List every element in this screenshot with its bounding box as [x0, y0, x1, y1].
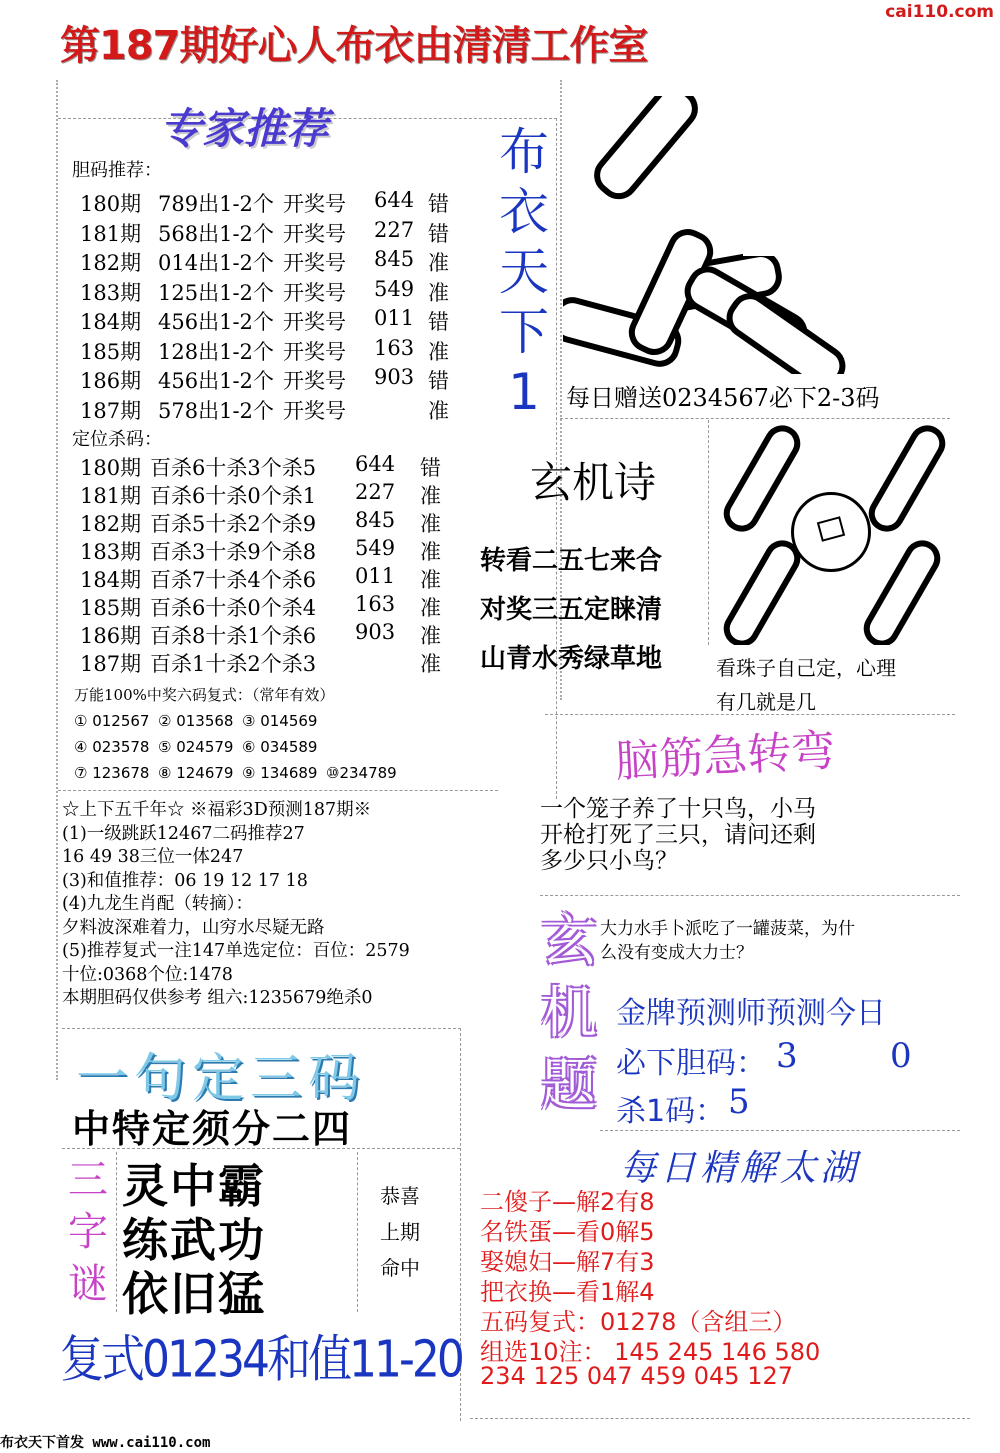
dingwei-result: 903 [355, 620, 396, 644]
brain-divider [545, 714, 955, 715]
combo-item: ① 012567 [74, 712, 150, 730]
taihu-line: 组选10注： 145 245 146 580 [480, 1338, 821, 1366]
predict-line: ☆上下五千年☆ ※福彩3D预测187期※ [62, 800, 372, 820]
xuanji-char: 玄 [541, 909, 597, 974]
danma-label: 开奖号 [283, 369, 346, 393]
danma-label: 开奖号 [283, 221, 346, 246]
brain-line: 多少只小鸟？ [540, 848, 678, 874]
vertical-char: 布 [499, 123, 549, 181]
xuanji-char: 机 [541, 981, 597, 1046]
poem-title: 玄机诗 [530, 458, 657, 507]
danma-period: 183期 [80, 280, 142, 305]
danma-label: 开奖号 [283, 251, 346, 275]
danma-pick: 128出1-2个 [158, 339, 274, 364]
danma-pick: 014出1-2个 [158, 251, 274, 275]
predict-line: 夕料波深难着力，山穷水尽疑无路 [62, 917, 325, 938]
combo-item: ⑨ 134689 [242, 764, 318, 782]
xuanji-right-border [600, 1130, 960, 1131]
predict-line: (1)一级跳跃12467二码推荐27 [62, 823, 305, 844]
taihu-line: 234 125 047 459 045 127 [480, 1362, 793, 1390]
dingwei-kill: 百杀6十杀0个杀4 [150, 596, 317, 620]
danma-result: 845 [374, 247, 415, 271]
dingwei-period: 187期 [80, 652, 142, 676]
dingwei-period: 181期 [80, 484, 142, 508]
dingwei-kill: 百杀1十杀2个杀3 [150, 652, 317, 676]
danma-period: 185期 [80, 339, 142, 364]
predict-divider [58, 790, 498, 791]
danma-verdict: 准 [428, 339, 449, 364]
danma-period: 187期 [80, 398, 142, 423]
xuanji-question-line: 大力水手卜派吃了一罐菠菜，为什 [600, 919, 855, 939]
sha-value: 5 [728, 1082, 750, 1122]
bead-image-coin [708, 420, 959, 645]
expert-heading: 专家推荐 [160, 104, 329, 153]
buyi-vertical-title [494, 122, 554, 422]
danma-pick: 578出1-2个 [158, 398, 274, 423]
combo-item: ③ 014569 [242, 712, 318, 730]
dingwei-result: 011 [355, 564, 396, 588]
dingwei-period: 186期 [80, 624, 142, 648]
combo-item: ⑧ 124679 [158, 764, 234, 782]
dingwei-period: 180期 [80, 456, 142, 480]
congrats-line: 恭喜 [380, 1184, 420, 1208]
brain-line: 开枪打死了三只，请问还剩 [540, 822, 816, 848]
danma-result: 163 [374, 335, 415, 360]
dingwei-verdict: 准 [420, 512, 441, 536]
predict-line: (3)和值推荐：06 19 12 17 18 [62, 870, 308, 891]
danma-result: 227 [374, 217, 415, 242]
dingwei-result: 549 [355, 536, 396, 560]
xuanji-vertical-title [538, 906, 600, 1122]
combo-item: ⑩234789 [326, 764, 397, 782]
danma-verdict: 错 [428, 221, 449, 246]
yiju-phrase: 中特定须分二四 [72, 1107, 353, 1151]
dingwei-verdict: 准 [420, 624, 441, 648]
danma-result: 903 [374, 365, 415, 389]
xuanji-divider [540, 895, 960, 896]
sanzi-char: 谜 [68, 1261, 108, 1307]
brain-line: 一个笼子养了十只鸟，小马 [540, 796, 816, 822]
dingwei-kill: 百杀5十杀2个杀9 [150, 512, 317, 536]
danma-label: 开奖号 [283, 310, 346, 334]
daily-gift: 每日赠送0234567必下2-3码 [566, 384, 880, 412]
combo-item: ② 013568 [158, 712, 234, 730]
gold-title: 金牌预测师预测今日 [616, 996, 886, 1031]
danma-verdict: 错 [428, 310, 449, 334]
danma-period: 186期 [80, 369, 142, 393]
dingwei-verdict: 错 [420, 456, 441, 480]
taihu-line: 娶媳妇—解7有3 [480, 1248, 655, 1276]
dingwei-kill: 百杀8十杀1个杀6 [150, 624, 317, 648]
dingwei-result: 845 [355, 508, 396, 532]
page-title: 第187期好心人布衣由清清工作室 [60, 23, 648, 69]
danma-period: 181期 [80, 221, 142, 246]
congrats-line: 上期 [380, 1220, 420, 1244]
dingwei-result: 644 [355, 452, 396, 476]
vertical-char: 衣 [499, 183, 549, 241]
dingwei-period: 183期 [80, 540, 142, 564]
danma-pick: 568出1-2个 [158, 221, 274, 246]
site-logo-text[interactable]: cai110.com [885, 2, 994, 22]
combo-item: ④ 023578 [74, 738, 150, 756]
taihu-line: 名铁蛋—看0解5 [480, 1218, 655, 1246]
dingwei-verdict: 准 [420, 568, 441, 592]
danma-verdict: 错 [428, 192, 449, 216]
riddle-line: 灵中霸 [122, 1159, 266, 1213]
danma-period: 180期 [80, 192, 142, 216]
sanzi-char: 三 [68, 1157, 108, 1203]
bidan-label: 必下胆码： [616, 1046, 766, 1081]
bidan-value-1: 3 [776, 1036, 798, 1076]
dingwei-verdict: 准 [420, 540, 441, 564]
dingwei-period: 182期 [80, 512, 142, 536]
sha-label: 杀1码： [616, 1094, 726, 1129]
dingwei-kill: 百杀6十杀0个杀1 [150, 484, 317, 508]
bead-caption-2: 有几就是几 [716, 690, 816, 714]
predict-line: 本期胆码仅供参考 组六:1235679绝杀0 [62, 988, 373, 1008]
danma-label: 开奖号 [283, 192, 346, 216]
combo-item: ⑥ 034589 [242, 738, 318, 756]
vertical-char: 下 [499, 303, 549, 361]
dingwei-kill: 百杀7十杀4个杀6 [150, 568, 317, 592]
predict-line: (4)九龙生肖配（转摘）： [62, 894, 254, 914]
danma-result: 011 [374, 306, 415, 330]
dingwei-result: 163 [355, 592, 396, 616]
xuanji-char: 题 [541, 1053, 597, 1118]
dingwei-verdict: 准 [420, 596, 441, 620]
danma-label: 开奖号 [283, 398, 346, 423]
vertical-char: 天 [499, 243, 549, 301]
bottom-divider [470, 1418, 970, 1419]
brain-heading: 脑筋急转弯 [614, 725, 837, 788]
dingwei-period: 185期 [80, 596, 142, 620]
dingwei-kill: 百杀6十杀3个杀5 [150, 456, 317, 480]
predict-line: 16 49 38三位一体247 [62, 847, 244, 867]
danma-pick: 125出1-2个 [158, 280, 274, 305]
danma-verdict: 准 [428, 251, 449, 275]
danma-period: 182期 [80, 251, 142, 275]
danma-pick: 789出1-2个 [158, 192, 274, 216]
poem-line: 对奖三五定睐清 [480, 595, 663, 625]
danma-pick: 456出1-2个 [158, 310, 274, 334]
sanzi-char: 字 [68, 1209, 108, 1255]
predict-line: (5)推荐复式一注147单选定位：百位：2579 [62, 941, 410, 961]
dingwei-period: 184期 [80, 568, 142, 592]
riddle-line: 练武功 [122, 1213, 266, 1267]
sanzi-label [62, 1154, 114, 1310]
yiju-heading: 一句定三码 [76, 1049, 367, 1109]
bidan-value-2: 0 [890, 1036, 912, 1076]
taihu-line: 五码复式：01278（含组三） [480, 1308, 797, 1336]
poem-line: 山青水秀绿草地 [480, 644, 663, 674]
dingwei-label: 定位杀码： [72, 429, 162, 450]
dingwei-result: 227 [355, 480, 396, 504]
taihu-line: 二傻子—解2有8 [480, 1188, 655, 1216]
dingwei-verdict: 准 [420, 652, 441, 676]
phrase-divider [62, 1148, 460, 1149]
danma-period: 184期 [80, 310, 142, 334]
combo-item: ⑤ 024579 [158, 738, 234, 756]
gift-divider [560, 418, 950, 419]
danma-pick: 456出1-2个 [158, 369, 274, 393]
fushi-line: 复式01234和值11-20 [60, 1330, 462, 1390]
taihu-heading: 每日精解太湖 [620, 1148, 861, 1189]
left-dotted-border [56, 80, 58, 1080]
bead-image-top [563, 96, 943, 374]
dingwei-verdict: 准 [420, 484, 441, 508]
danma-label: 开奖号 [283, 280, 346, 305]
vertical-char: 1 [508, 363, 540, 421]
riddle-line: 依旧猛 [122, 1267, 266, 1321]
danma-label: 胆码推荐： [72, 160, 162, 181]
taihu-line: 把衣换—看1解4 [480, 1278, 655, 1306]
wanneng-label: 万能100%中奖六码复式：（常年有效） [74, 686, 335, 704]
predict-line: 十位:0368个位:1478 [62, 964, 233, 985]
combo-item: ⑦ 123678 [74, 764, 150, 782]
danma-verdict: 准 [428, 280, 449, 305]
danma-verdict: 准 [428, 398, 449, 423]
dingwei-kill: 百杀3十杀9个杀8 [150, 540, 317, 564]
bead-caption-1: 看珠子自己定，心理 [716, 656, 896, 680]
danma-result: 549 [374, 276, 415, 301]
footer-text[interactable]: 布衣天下首发 www.cai110.com [0, 1435, 211, 1451]
poem-line: 转看二五七来合 [480, 546, 663, 576]
danma-result: 644 [374, 188, 415, 212]
xuanji-question-line: 么没有变成大力士？ [600, 943, 753, 963]
danma-verdict: 错 [428, 369, 449, 393]
danma-label: 开奖号 [283, 339, 346, 364]
congrats-line: 命中 [380, 1256, 420, 1280]
